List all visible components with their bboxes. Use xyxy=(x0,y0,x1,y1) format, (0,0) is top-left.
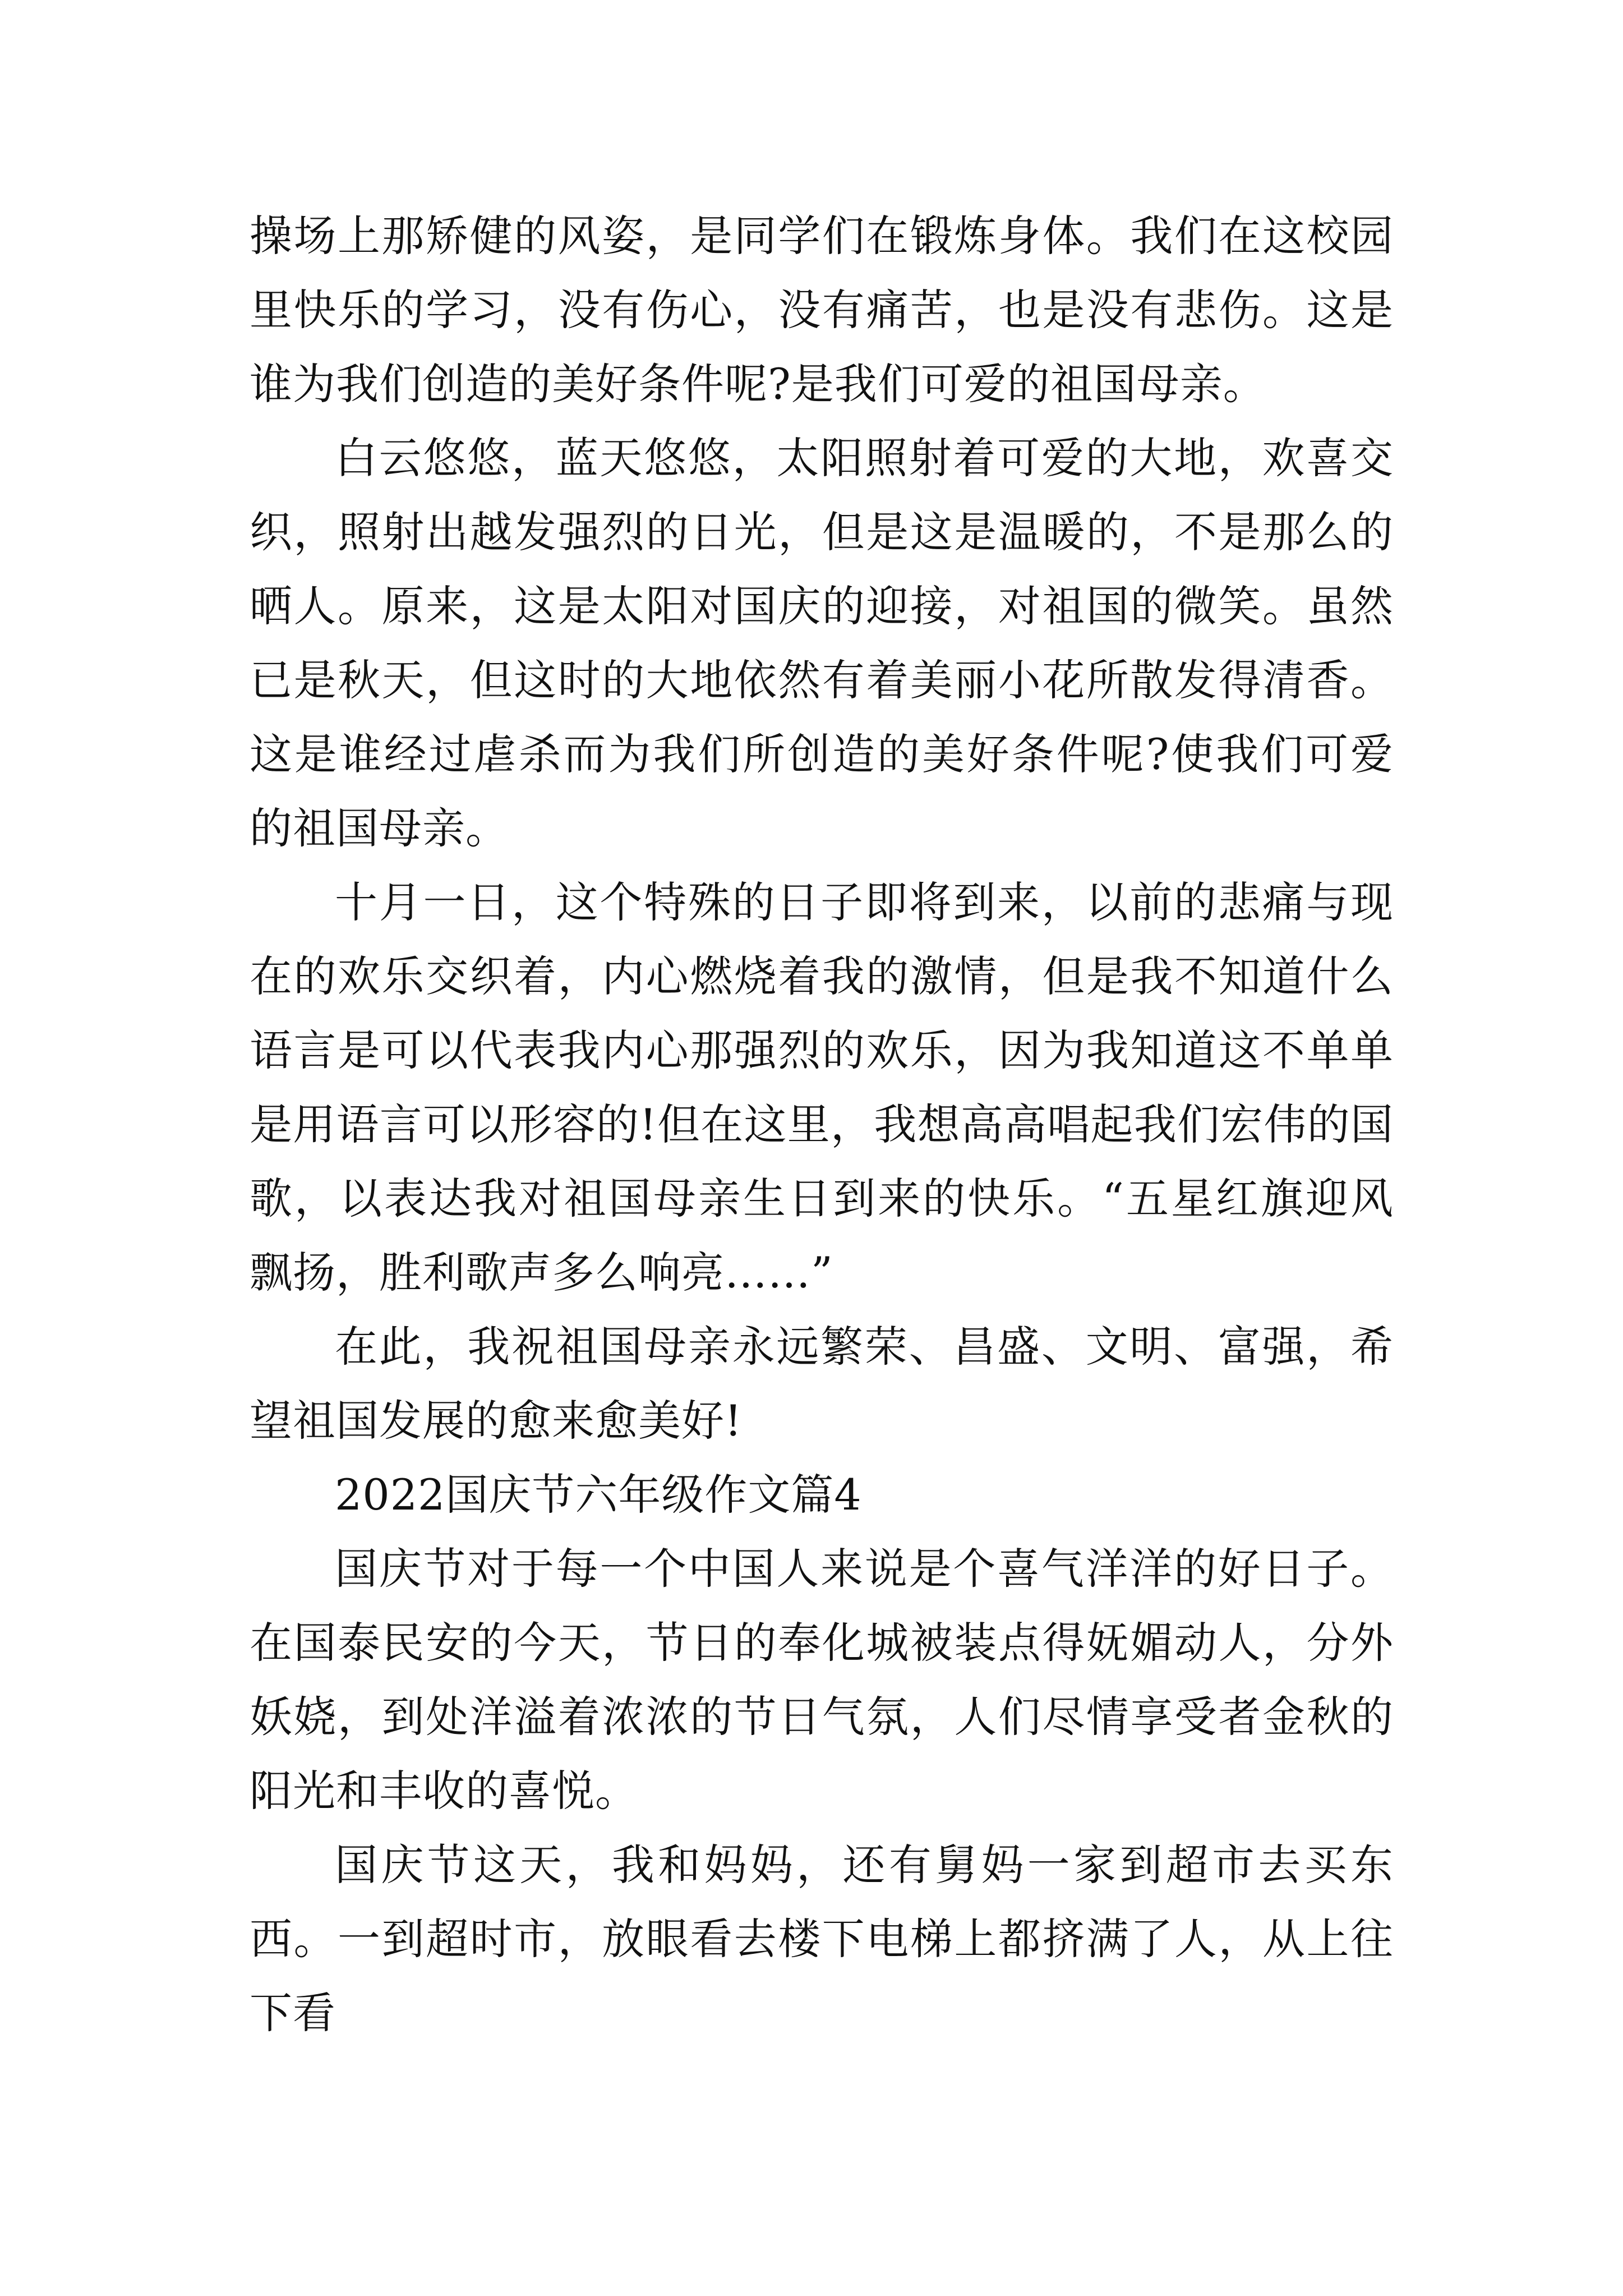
paragraph-2: 白云悠悠，蓝天悠悠，太阳照射着可爱的大地，欢喜交织，照射出越发强烈的日光，但是这是温暖的，不是那么的晒人。原来，这是太阳对国庆的迎接，对祖国的微笑。虽然已是秋天，但这时的大地依然有着美丽小花所散发得清香。这是谁经过虐杀而为我们所创造的美好条件呢?使我们可爱的祖国母亲。 xyxy=(250,433,1394,853)
paragraph-4: 在此，我祝祖国母亲永远繁荣、昌盛、文明、富强，希望祖国发展的愈来愈美好! xyxy=(250,1322,1394,1446)
paragraph-1: 操场上那矫健的风姿，是同学们在锻炼身体。我们在这校园里快乐的学习，没有伤心，没有痛苦，也是没有悲伤。这是谁为我们创造的美好条件呢?是我们可爱的祖国母亲。 xyxy=(250,211,1394,409)
paragraph-6: 国庆节这天，我和妈妈，还有舅妈一家到超市去买东西。一到超时市，放眼看去楼下电梯上都挤满了人，从上往下看 xyxy=(250,1840,1394,2038)
section-heading: 2022国庆节六年级作文篇4 xyxy=(335,1470,862,1520)
document-body xyxy=(250,199,1394,2050)
paragraph-5: 国庆节对于每一个中国人来说是个喜气洋洋的好日子。在国泰民安的今天，节日的奉化城被装点得妩媚动人，分外妖娆，到处洋溢着浓浓的节日气氛，人们尽情享受者金秋的阳光和丰收的喜悦。 xyxy=(250,1544,1394,1816)
paragraph-3: 十月一日，这个特殊的日子即将到来，以前的悲痛与现在的欢乐交织着，内心燃烧着我的激情，但是我不知道什么语言是可以代表我内心那强烈的欢乐，因为我知道这不单单是用语言可以形容的!但在这里，我想高高唱起我们宏伟的国歌，以表达我对祖国母亲生日到来的快乐。“五星红旗迎风飘扬，胜利歌声多么响亮……” xyxy=(250,877,1394,1297)
